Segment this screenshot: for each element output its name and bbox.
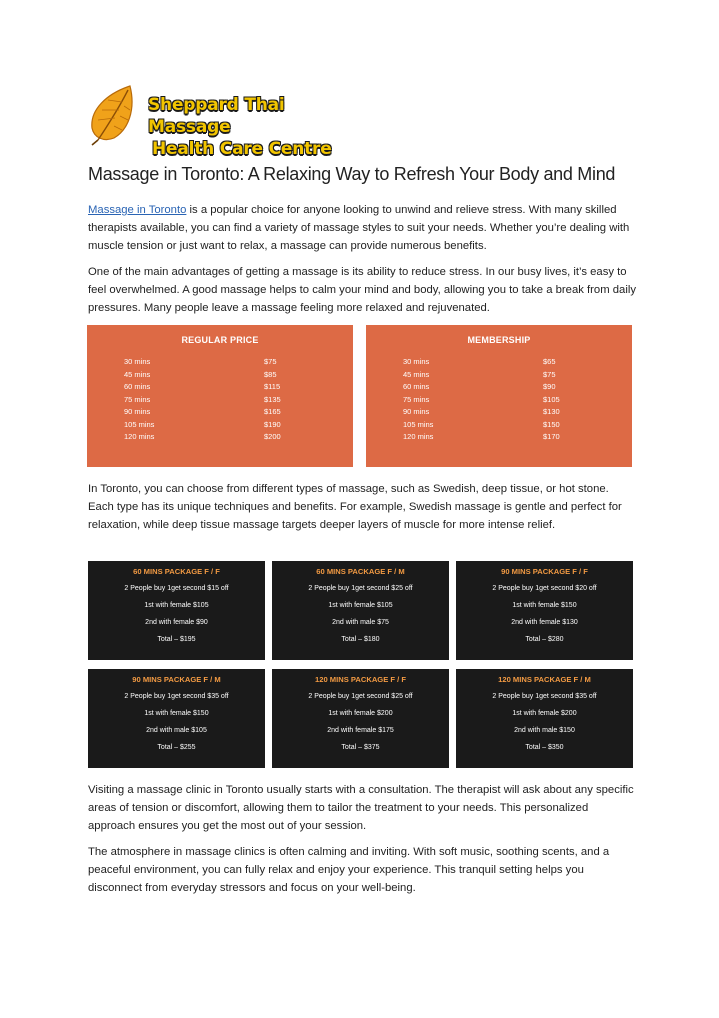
regular-price-heading: REGULAR PRICE: [181, 335, 259, 345]
membership-price-duration: 45 mins: [403, 369, 430, 379]
package-offer: 2 People buy 1get second $25 off: [308, 693, 413, 700]
membership-price-box: [366, 325, 632, 467]
regular-price-row: [124, 407, 281, 419]
regular-price-duration: 45 mins: [124, 369, 151, 379]
regular-price-box: [87, 325, 353, 467]
regular-price-price: $165: [264, 407, 281, 416]
package-title: 90 MINS PACKAGE F / M: [132, 675, 221, 684]
package-title: 120 MINS PACKAGE F / F: [315, 675, 406, 684]
logo-line-1: Sheppard Thai Massage: [148, 95, 285, 137]
membership-price-price: $90: [543, 382, 556, 391]
membership-price-duration: 75 mins: [403, 394, 430, 404]
package-first: 1st with female $200: [328, 710, 393, 717]
package-total: Total – $280: [525, 636, 564, 643]
leaf-icon: [86, 84, 146, 146]
package-offer: 2 People buy 1get second $25 off: [308, 585, 413, 592]
package-second: 2nd with male $150: [514, 727, 575, 734]
package-first: 1st with female $200: [512, 710, 577, 717]
membership-price-row: [403, 419, 560, 432]
regular-price-duration: 120 mins: [124, 432, 155, 441]
page-title: Massage in Toronto: A Relaxing Way to Refresh Your Body and Mind: [88, 164, 616, 184]
membership-price-row: [403, 394, 560, 407]
regular-price-duration: 60 mins: [124, 382, 151, 391]
logo-text: [148, 94, 346, 160]
regular-price-price: $75: [264, 357, 277, 366]
membership-price-duration: 105 mins: [403, 419, 434, 429]
package-second: 2nd with female $130: [511, 619, 578, 626]
package-offer: 2 People buy 1get second $15 off: [124, 585, 229, 592]
package-first: 1st with female $150: [144, 710, 209, 717]
package-offer: 2 People buy 1get second $20 off: [492, 585, 597, 592]
regular-price-price: $135: [264, 394, 281, 404]
regular-price-row: [124, 394, 281, 407]
package-second: 2nd with male $105: [146, 727, 207, 734]
membership-price-duration: 120 mins: [403, 432, 434, 441]
membership-price-row: [403, 407, 560, 419]
membership-price-row: [403, 432, 560, 444]
package-title: 90 MINS PACKAGE F / F: [501, 567, 588, 576]
paragraph-intro: [88, 201, 636, 255]
package-title: 60 MINS PACKAGE F / M: [316, 567, 405, 576]
regular-price-row: [124, 432, 281, 444]
regular-price-price: $200: [264, 432, 281, 441]
logo: [86, 84, 346, 159]
membership-price-duration: 30 mins: [403, 357, 430, 366]
membership-price-row: [403, 357, 556, 369]
package-total: Total – $375: [341, 744, 380, 751]
regular-price-row: [124, 382, 281, 394]
package-card: [88, 561, 265, 660]
membership-price-price: $170: [543, 432, 560, 441]
regular-price-row: [124, 419, 281, 432]
package-offer: 2 People buy 1get second $35 off: [492, 693, 597, 700]
regular-price-price: $115: [264, 382, 281, 391]
paragraph-atmosphere: The atmosphere in massage clinics is often calming and inviting. With soft music, soothing scents, and a peaceful environment, you can fully relax and enjoy your experience. This tranquil setting helps you disconnect from everyday stressors and focus on your well-being.: [88, 846, 610, 894]
regular-price-duration: 30 mins: [124, 357, 151, 366]
regular-price-price: $85: [264, 369, 277, 379]
membership-price-row: [403, 382, 556, 394]
package-total: Total – $255: [157, 744, 196, 751]
paragraph-types: In Toronto, you can choose from different types of massage, such as Swedish, deep tissue, or hot stone. Each type has its unique techniques and benefits. For example, Swedish massage is gentle and perfect for relaxation, while deep tissue massage targets deeper layers of muscle for more intense relief.: [88, 483, 622, 531]
logo-line-2: Health Care Centre: [152, 139, 332, 159]
regular-price-duration: 75 mins: [124, 394, 151, 404]
membership-price-price: $65: [543, 357, 556, 366]
paragraph-intro-text: is a popular choice for anyone looking to unwind and relieve stress. With many skilled therapists available, you can find a variety of massage styles to suit your needs. Whether you’re dealing with muscle tension or just want to relax, a massage can provide numerous benefits.: [88, 204, 630, 252]
membership-price-price: $105: [543, 394, 560, 404]
package-total: Total – $350: [525, 744, 564, 751]
package-total: Total – $180: [341, 636, 380, 643]
package-first: 1st with female $105: [328, 602, 393, 609]
regular-price-row: [124, 369, 277, 382]
membership-price-row: [403, 369, 556, 382]
membership-heading: MEMBERSHIP: [467, 335, 531, 345]
membership-price-duration: 60 mins: [403, 382, 430, 391]
package-first: 1st with female $105: [144, 602, 209, 609]
massage-toronto-link[interactable]: Massage in Toronto: [88, 204, 187, 216]
package-total: Total – $195: [157, 636, 196, 643]
package-card: [272, 561, 449, 660]
paragraph-consultation: Visiting a massage clinic in Toronto usually starts with a consultation. The therapist will ask about any specific areas of tension or discomfort, allowing them to tailor the treatment to your needs. This personalized approach ensures you get the most out of your session.: [88, 784, 634, 832]
package-first: 1st with female $150: [512, 602, 577, 609]
membership-price-price: $130: [543, 407, 560, 416]
package-title: 120 MINS PACKAGE F / M: [498, 675, 591, 684]
package-offer: 2 People buy 1get second $35 off: [124, 693, 229, 700]
membership-price-duration: 90 mins: [403, 407, 430, 416]
regular-price-row: [124, 357, 277, 369]
package-second: 2nd with female $90: [145, 619, 208, 626]
paragraph-stress: One of the main advantages of getting a massage is its ability to reduce stress. In our busy lives, it’s easy to feel overwhelmed. A good massage helps to calm your mind and body, allowing you to take a break from daily pressures. Many people leave a massage feeling more relaxed and rejuvenated.: [88, 266, 636, 314]
package-card: [88, 669, 265, 768]
package-second: 2nd with male $75: [332, 619, 389, 626]
package-second: 2nd with female $175: [327, 727, 394, 734]
regular-price-duration: 90 mins: [124, 407, 151, 416]
membership-price-price: $150: [543, 419, 560, 429]
package-title: 60 MINS PACKAGE F / F: [133, 567, 220, 576]
package-card: [456, 561, 633, 660]
package-card: [272, 669, 449, 768]
regular-price-price: $190: [264, 419, 281, 429]
regular-price-duration: 105 mins: [124, 419, 155, 429]
package-card: [456, 669, 633, 768]
membership-price-price: $75: [543, 369, 556, 379]
